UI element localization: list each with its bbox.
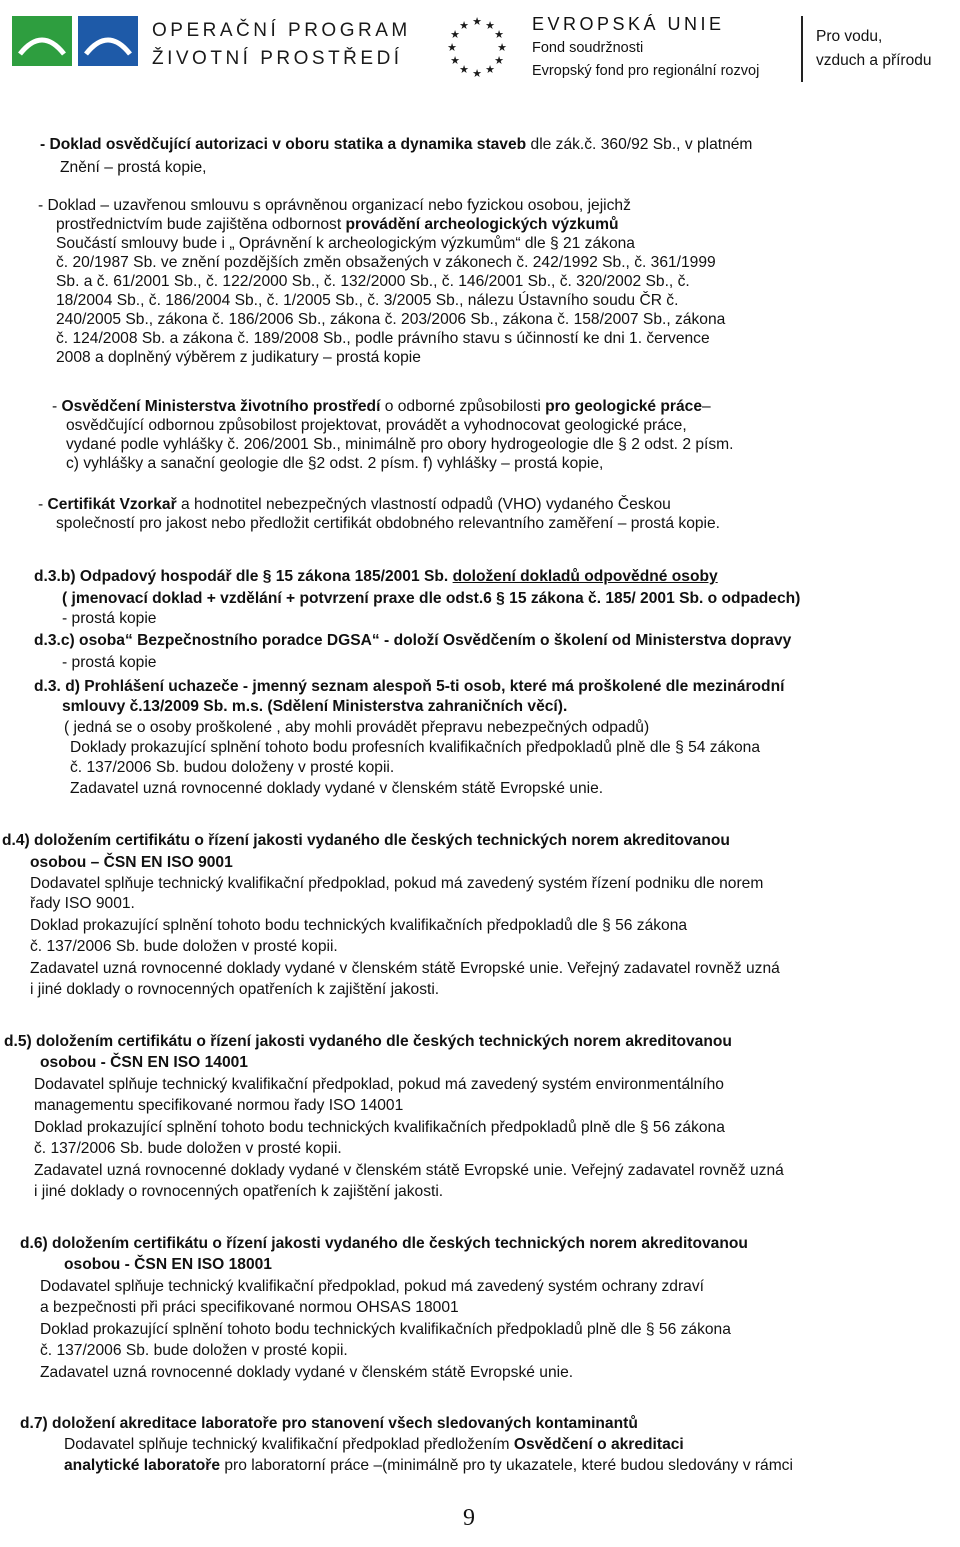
svg-text:★: ★ (485, 63, 495, 76)
text-line: Doklad prokazující splnění tohoto bodu technických kvalifikačních předpokladů plně dle § 56 zákona (34, 1119, 725, 1136)
text-line: i jiné doklady o rovnocenných opatřeních k zajištění jakosti. (34, 1183, 444, 1200)
text-line (64, 1435, 684, 1454)
text-line: vydané podle vyhlášky č. 206/2001 Sb., minimálně pro obory hydrogeologie dle § 2 odst. 2 písm. (66, 436, 734, 453)
section-heading: d.3. d) Prohlášení uchazeče - jmenný seznam alespoň 5-ti osob, které má proškolené dle mezinárodní (34, 678, 785, 695)
text-line: Zadavatel uzná rovnocenné doklady vydané v členském státě Evropské unie. (40, 1364, 574, 1381)
eu-title: EVROPSKÁ UNIE (532, 14, 725, 34)
text-span: Osvědčení Ministerstva životního prostředí (61, 398, 381, 415)
svg-text:★: ★ (450, 54, 460, 67)
text-line (56, 215, 619, 234)
text-line: - prostá kopie (62, 610, 157, 627)
text-line: Znění – prostá kopie, (60, 159, 207, 176)
svg-text:★: ★ (494, 28, 504, 41)
section-heading: osobou - ČSN EN ISO 14001 (40, 1054, 248, 1071)
svg-text:★: ★ (450, 28, 460, 41)
text-span: statika a dynamika staveb (333, 136, 527, 153)
slogan-line1: Pro vodu, (816, 28, 883, 45)
text-line: č. 137/2006 Sb. bude doložen v prosté kopii. (34, 1140, 342, 1157)
section-heading: osobou - ČSN EN ISO 18001 (64, 1256, 272, 1273)
text-line: Dodavatel splňuje technický kvalifikační předpoklad, pokud má zavedený systém ochrany zdraví (40, 1278, 704, 1295)
page-header (0, 0, 960, 100)
text-line: i jiné doklady o rovnocenných opatřeních k zajištění jakosti. (30, 981, 440, 998)
text-line: 18/2004 Sb., č. 186/2004 Sb., č. 1/2005 Sb., č. 3/2005 Sb., nálezu Ústavního soudu ČR č. (56, 292, 679, 309)
text-line: Zadavatel uzná rovnocenné doklady vydané v členském státě Evropské unie. Veřejný zadavatel rovněž uzná (30, 960, 780, 977)
text-span: Certifikát Vzorkař (47, 496, 177, 513)
text-span: o odborné způsobilosti (380, 398, 546, 415)
section-heading (34, 567, 718, 586)
text-span: prostřednictvím bude zajištěna odbornost (56, 216, 346, 233)
svg-text:★: ★ (447, 41, 457, 54)
text-line: společností pro jakost nebo předložit certifikát obdobného relevantního zaměření – prostá kopie. (56, 515, 721, 532)
text-line: Zadavatel uzná rovnocenné doklady vydané v členském státě Evropské unie. Veřejný zadavatel rovněž uzná (34, 1162, 784, 1179)
op-zp-logo-icon (12, 16, 142, 66)
text-line (52, 397, 711, 416)
program-title-line1: OPERAČNÍ PROGRAM (152, 20, 411, 41)
svg-text:★: ★ (472, 67, 482, 80)
program-title-line2: ŽIVOTNÍ PROSTŘEDÍ (152, 48, 403, 69)
text-span: analytické laboratoře (64, 1457, 221, 1474)
text-span: – (702, 398, 711, 415)
text-line: ( jedná se o osoby proškolené , aby mohli provádět přepravu nebezpečných odpadů) (64, 719, 650, 736)
text-line: č. 137/2006 Sb. budou doloženy v prosté kopii. (70, 759, 395, 776)
text-line: osvědčující odbornou způsobilost projektovat, provádět a vyhodnocovat geologické práce, (66, 417, 687, 434)
text-line: Doklad prokazující splnění tohoto bodu technických kvalifikačních předpokladů plně dle § 56 zákona (40, 1321, 731, 1338)
text-span: pro laboratorní práce –(minimálně pro ty ukazatele, které budou sledovány v rámci (220, 1457, 793, 1474)
svg-text:★: ★ (459, 19, 469, 32)
text-line: č. 20/1987 Sb. ve znění pozdějších změn obsažených v zákonech č. 242/1992 Sb., č. 361/1999 (56, 254, 716, 271)
text-line: Zadavatel uzná rovnocenné doklady vydané v členském státě Evropské unie. (70, 780, 604, 797)
text-line: řady ISO 9001. (30, 895, 135, 912)
eu-flag-icon (432, 12, 522, 82)
svg-text:★: ★ (472, 15, 482, 28)
text-line (38, 495, 671, 514)
section-heading: d.5) doložením certifikátu o řízení jakosti vydaného dle českých technických norem akreditovanou (4, 1033, 732, 1050)
page-number: 9 (463, 1505, 475, 1531)
section-heading: d.3.c) osoba“ Bezpečnostního poradce DGSA“ - doloží Osvědčením o školení od Ministerstva dopravy (34, 632, 792, 649)
text-line: Doklad prokazující splnění tohoto bodu technických kvalifikačních předpokladů dle § 56 zákona (30, 917, 688, 934)
text-line: a bezpečnosti při práci specifikované normou OHSAS 18001 (40, 1299, 459, 1316)
text-span: dle zák.č. 360/92 Sb., v platném (526, 136, 753, 153)
text-line (38, 196, 631, 215)
section-heading: d.7) doložení akreditace laboratoře pro stanovení všech sledovaných kontaminantů (20, 1415, 638, 1432)
text-line: Součástí smlouvy bude i „ Oprávnění k archeologickým výzkumům“ dle § 21 zákona (56, 235, 635, 252)
text-line (40, 135, 752, 154)
text-line: - prostá kopie (62, 654, 157, 671)
text-line: Doklady prokazující splnění tohoto bodu profesních kvalifikačních předpokladů plně dle § 54 zákona (70, 739, 761, 756)
header-divider (801, 16, 803, 82)
svg-text:★: ★ (459, 63, 469, 76)
section-heading: d.6) doložením certifikátu o řízení jakosti vydaného dle českých technických norem akreditovanou (20, 1235, 748, 1252)
text-line (64, 1456, 793, 1475)
eu-fund-regional: Evropský fond pro regionální rozvoj (532, 63, 760, 79)
text-line: č. 137/2006 Sb. bude doložen v prosté kopii. (30, 938, 338, 955)
text-span: Osvědčení o akreditaci (513, 1436, 684, 1453)
text-line: Dodavatel splňuje technický kvalifikační předpoklad, pokud má zavedený systém řízení podniku dle norem (30, 875, 764, 892)
text-line: c) vyhlášky a sanační geologie dle §2 odst. 2 písm. f) vyhlášky – prostá kopie, (66, 455, 604, 472)
section-heading: ( jmenovací doklad + vzdělání + potvrzení praxe dle odst.6 § 15 zákona č. 185/ 2001 Sb. o odpadech) (62, 590, 801, 607)
text-span: a hodnotitel nebezpečných vlastností odpadů (VHO) vydaného Českou (176, 496, 671, 513)
text-line: č. 124/2008 Sb. a zákona č. 189/2008 Sb., podle právního stavu s účinností ke dni 1. července (56, 330, 710, 347)
text-span: doložení dokladů odpovědné osoby (452, 568, 718, 585)
svg-text:★: ★ (485, 19, 495, 32)
text-span: - (38, 496, 48, 513)
text-span: - (52, 398, 62, 415)
svg-text:★: ★ (494, 54, 504, 67)
text-span: d.3.b) Odpadový hospodář dle § 15 zákona 185/2001 Sb. (34, 568, 449, 585)
text-line: 240/2005 Sb., zákona č. 186/2006 Sb., zákona č. 203/2006 Sb., zákona č. 158/2007 Sb., zákona (56, 311, 726, 328)
section-heading: d.4) doložením certifikátu o řízení jakosti vydaného dle českých technických norem akreditovanou (2, 832, 730, 849)
text-line: 2008 a doplněný výběrem z judikatury – prostá kopie (56, 349, 421, 366)
section-heading: osobou – ČSN EN ISO 9001 (30, 854, 233, 871)
eu-fund-cohesion: Fond soudržnosti (532, 40, 644, 56)
slogan-line2: vzduch a přírodu (816, 52, 932, 69)
text-span: - Doklad osvědčující autorizaci v oboru (40, 136, 334, 153)
text-line: Sb. a č. 61/2001 Sb., č. 122/2000 Sb., č. 132/2000 Sb., č. 146/2001 Sb., č. 320/2002 Sb., č. (56, 273, 690, 290)
text-span: - Doklad – uzavřenou smlouvu s oprávněnou organizací nebo fyzickou osobou, jejichž (38, 197, 631, 214)
text-line: č. 137/2006 Sb. bude doložen v prosté kopii. (40, 1342, 348, 1359)
text-span: pro geologické práce (545, 398, 702, 415)
text-line: Dodavatel splňuje technický kvalifikační předpoklad, pokud má zavedený systém environmentálního (34, 1076, 724, 1093)
section-heading: smlouvy č.13/2009 Sb. m.s. (Sdělení Ministerstva zahraničních věcí). (62, 698, 568, 715)
text-line: managementu specifikované normou řady ISO 14001 (34, 1097, 404, 1114)
text-span: provádění archeologických výzkumů (345, 216, 619, 233)
text-span: Dodavatel splňuje technický kvalifikační předpoklad předložením (64, 1436, 514, 1453)
svg-text:★: ★ (497, 41, 507, 54)
